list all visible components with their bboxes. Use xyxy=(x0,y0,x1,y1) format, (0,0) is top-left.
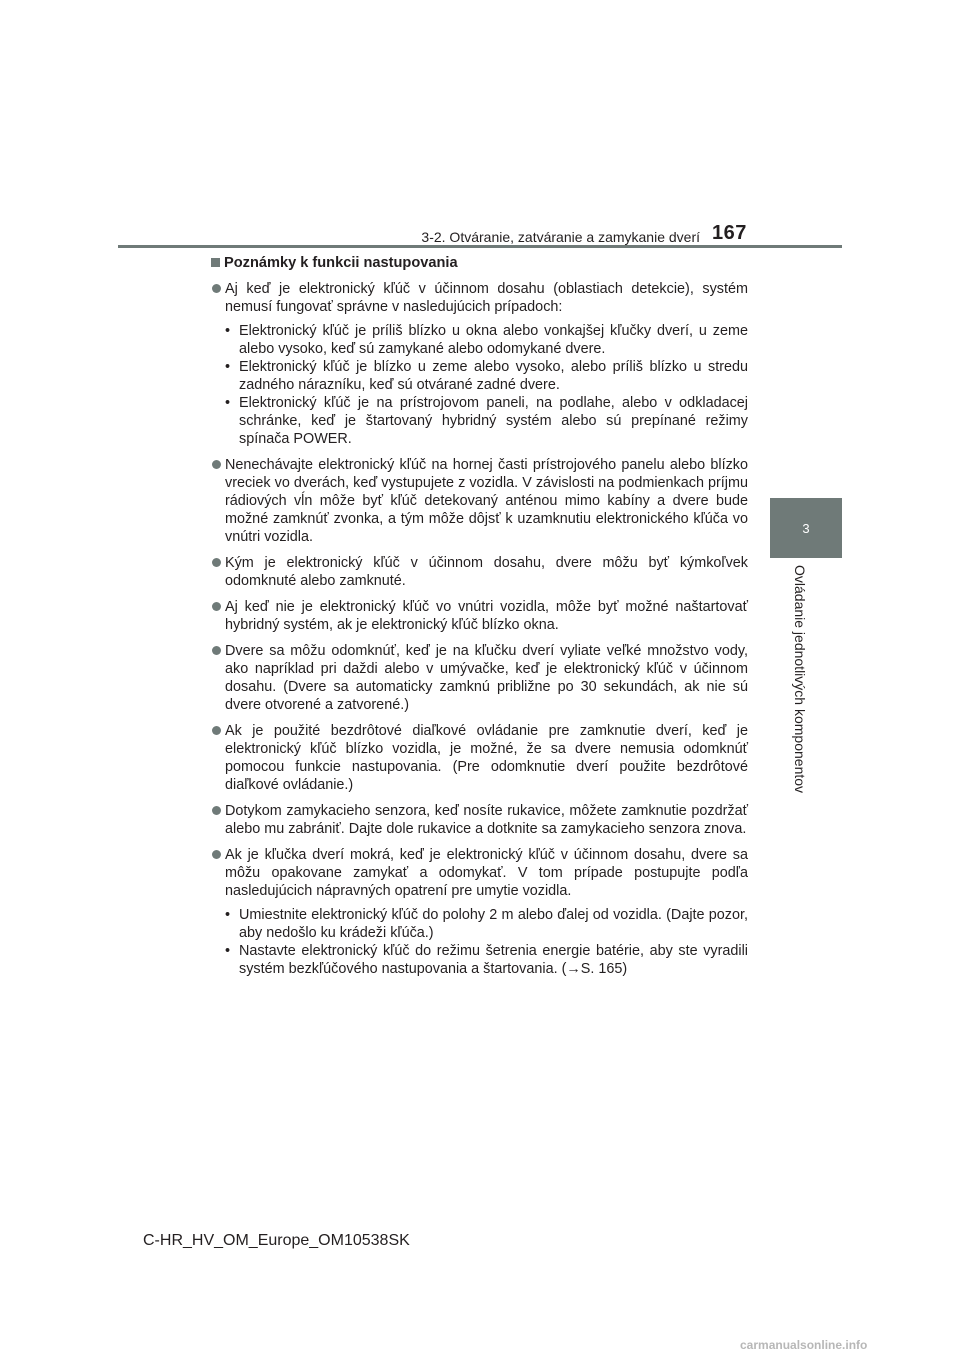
small-bullet-icon: • xyxy=(225,323,231,339)
chapter-title-vertical: Ovládanie jednotlivých komponentov xyxy=(792,565,808,794)
circle-bullet-icon xyxy=(211,722,225,731)
header-divider xyxy=(118,245,842,248)
sub-list-item xyxy=(225,906,748,942)
small-bullet-icon: • xyxy=(225,359,231,375)
small-bullet-icon: • xyxy=(225,907,231,923)
list-item-text: Aj keď nie je elektronický kľúč vo vnútri vozidla, môže byť možné naštartovať hybridný systém, ak je elektronický kľúč blízko okna. xyxy=(225,599,748,633)
list-item-text: Aj keď je elektronický kľúč v účinnom dosahu (oblastiach detekcie), systém nemusí fungovať správne v nasledujúcich prípadoch: xyxy=(225,281,748,315)
header-section-title: 3-2. Otváranie, zatváranie a zamykanie dverí xyxy=(421,229,700,245)
section-heading xyxy=(211,254,748,272)
sub-list-item xyxy=(225,358,748,394)
sub-list xyxy=(225,322,748,448)
list-item-text: Dvere sa môžu odomknúť, keď je na kľučku dverí vyliate veľké množstvo vody, ako napríklad pri daždi alebo v umývačke, keď je elektronický kľúč v účinnom dosahu. (Dvere sa automaticky zamknú približne po 30 sekundách, ak nie sú dvere otvorené a zatvorené.) xyxy=(225,643,748,713)
small-bullet-icon: • xyxy=(225,395,231,411)
circle-bullet-icon xyxy=(211,846,225,855)
circle-bullet-icon xyxy=(211,598,225,607)
list-item xyxy=(211,846,748,978)
circle-bullet-icon xyxy=(211,642,225,651)
sub-list xyxy=(225,906,748,978)
main-content xyxy=(211,254,748,986)
list-item-body xyxy=(225,456,748,546)
list-item xyxy=(211,802,748,838)
list-item-text: Ak je kľučka dverí mokrá, keď je elektronický kľúč v účinnom dosahu, dvere sa môžu opakovane zamykať a odomykať. V tom prípade postupujte podľa nasledujúcich nápravných opatrení pre umytie vozidla. xyxy=(225,847,748,899)
section-heading-text: Poznámky k funkcii nastupovania xyxy=(224,255,458,271)
list-item-text: Kým je elektronický kľúč v účinnom dosahu, dvere môžu byť kýmkoľvek odomknuté alebo zamknuté. xyxy=(225,555,748,589)
list-item xyxy=(211,598,748,634)
circle-bullet-icon xyxy=(211,554,225,563)
page-number: 167 xyxy=(712,222,747,244)
sub-list-item-text: Elektronický kľúč je blízko u zeme alebo vysoko, alebo príliš blízko u stredu zadného nárazníku, keď sú otvárané zadné dvere. xyxy=(239,359,748,393)
list-item-body xyxy=(225,280,748,448)
list-item-body xyxy=(225,846,748,978)
list-item-text: Ak je použité bezdrôtové diaľkové ovládanie pre zamknutie dverí, keď je elektronický kľúč blízko vozidla, je možné, že sa dvere nemusia odomknúť pomocou funkcie nastupovania. (Pre odomknutie dverí použite bezdrôtové diaľkové ovládanie.) xyxy=(225,723,748,793)
circle-bullet-icon xyxy=(211,280,225,289)
small-bullet-icon: • xyxy=(225,943,231,959)
chapter-tab xyxy=(770,498,842,558)
sub-list-item xyxy=(225,394,748,448)
list-item-text: Nenechávajte elektronický kľúč na hornej časti prístrojového panelu alebo blízko vreciek vo dverách, keď vystupujete z vozidla. V závislosti na podmienkach príjmu rádiových vĺn môže byť kľúč detekovaný anténou mimo kabíny a dvere bude možné zamknúť zvonka, a tým môže dôjsť k uzamknutiu elektronického kľúča vo vnútri vozidla. xyxy=(225,457,748,545)
list-item-text: Dotykom zamykacieho senzora, keď nosíte rukavice, môžete zamknutie pozdržať alebo mu zabrániť. Dajte dole rukavice a dotknite sa zamykacieho senzora znova. xyxy=(225,803,748,837)
document-id: C-HR_HV_OM_Europe_OM10538SK xyxy=(143,1232,410,1249)
list-item xyxy=(211,280,748,448)
list-item-body xyxy=(225,722,748,794)
list-item xyxy=(211,456,748,546)
list-item xyxy=(211,554,748,590)
list-item xyxy=(211,642,748,714)
list-item-body xyxy=(225,802,748,838)
list-item-body xyxy=(225,598,748,634)
list-item-body xyxy=(225,642,748,714)
sub-list-item-text: Elektronický kľúč je na prístrojovom paneli, na podlahe, alebo v odkladacej schránke, keď je štartovaný hybridný systém alebo sú prepínané režimy spínača POWER. xyxy=(239,395,748,447)
list-item-body xyxy=(225,554,748,590)
circle-bullet-icon xyxy=(211,456,225,465)
square-bullet-icon xyxy=(211,258,220,267)
sub-list-item-text: Nastavte elektronický kľúč do režimu šetrenia energie batérie, aby ste vyradili systém bezkľúčového nastupovania a štartovania. (→S. 165) xyxy=(239,943,748,977)
sub-list-item-text: Elektronický kľúč je príliš blízko u okna alebo vonkajšej kľučky dverí, u zeme alebo vysoko, keď sú zamykané alebo odomykané dvere. xyxy=(239,323,748,357)
watermark: carmanualsonline.info xyxy=(740,1338,868,1352)
circle-bullet-icon xyxy=(211,802,225,811)
sub-list-item xyxy=(225,322,748,358)
note-list xyxy=(211,280,748,978)
chapter-number: 3 xyxy=(802,520,810,536)
sub-list-item-text: Umiestnite elektronický kľúč do polohy 2 m alebo ďalej od vozidla. (Dajte pozor, aby nedošlo ku krádeži kľúča.) xyxy=(239,907,748,941)
sub-list-item xyxy=(225,942,748,978)
list-item xyxy=(211,722,748,794)
